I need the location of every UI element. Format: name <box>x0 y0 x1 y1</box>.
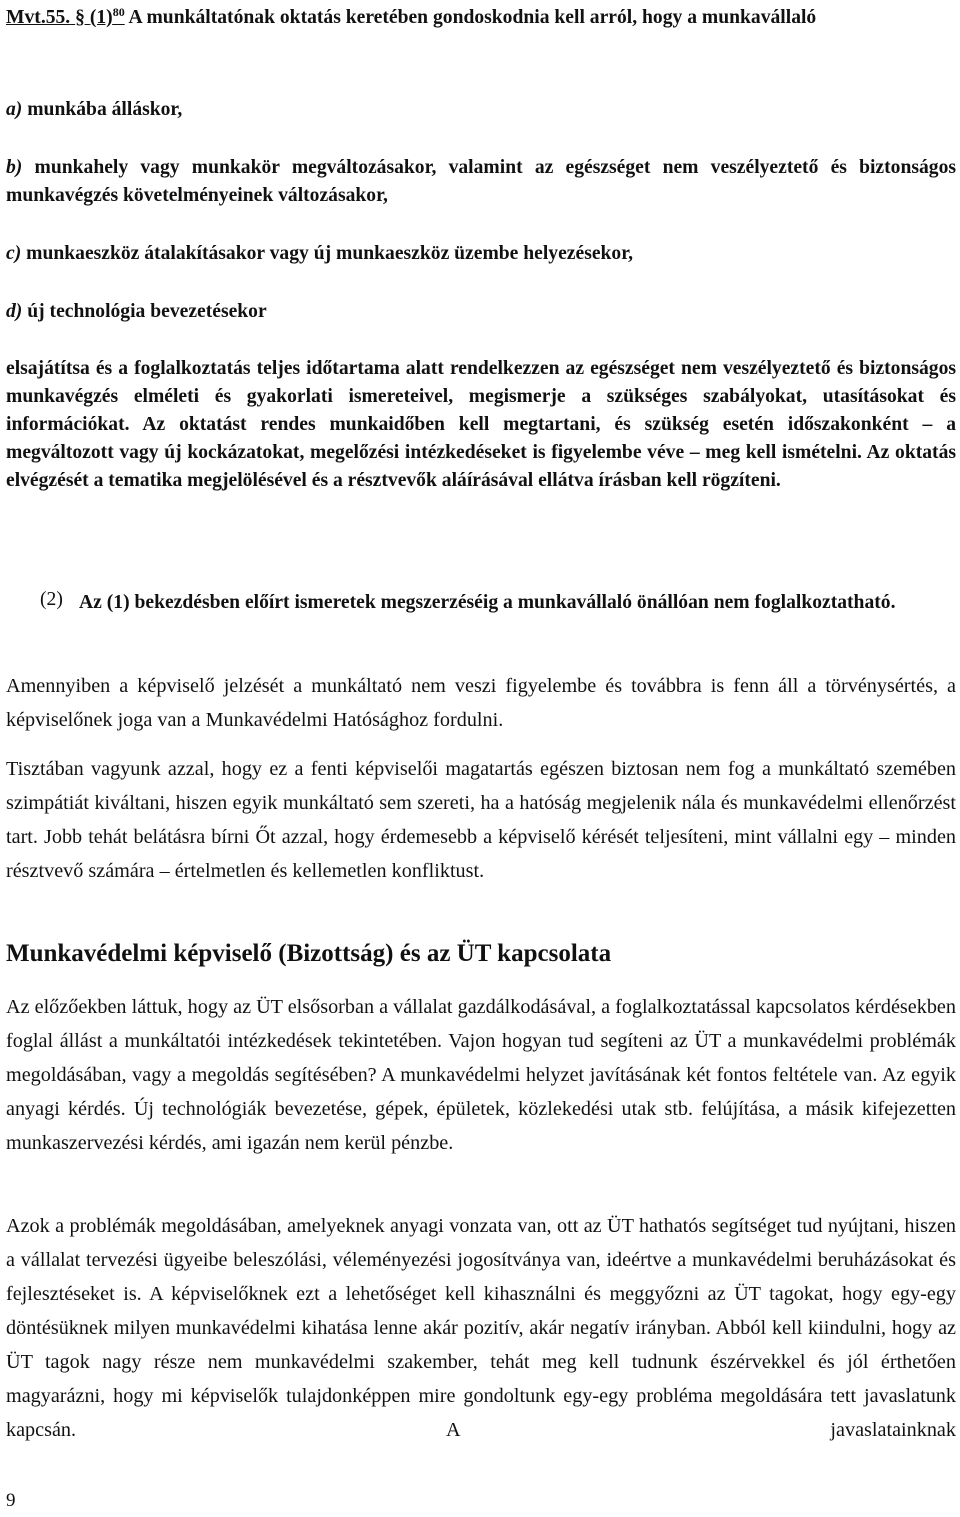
paragraph-3: Az előzőekben láttuk, hogy az ÜT elsősorban a vállalat gazdálkodásával, a foglalkoztatással kapcsolatos kérdésekben foglal állást a munkáltatói intézkedések tekintetében. Vajon hogyan tud segíteni az ÜT a munkavédelmi problémák megoldásában, vagy a megoldás segítésében? A munkavédelmi helyzet javításának két fontos feltétele van. Az egyik anyagi kérdés. Új technológiák bevezetése, gépek, épületek, közlekedési utak stb. felújítása, a másik kifejezetten munkaszervezési kérdés, ami igazán nem kerül pénzbe. <box>6 996 956 1154</box>
paragraph-2: Tisztában vagyunk azzal, hogy ez a fenti képviselői magatartás egészen biztosan nem fog a munkáltató szemében szimpátiát kiváltani, hiszen egyik munkáltató sem szereti, ha a hatóság megjelenik nála és munkavédelmi ellenőrzést tart. Jobb tehát belátásra bírni Őt azzal, hogy érdemesebb a képviselő kérését teljesíteni, mint vállalni egy – minden résztvevő számára – értelmetlen és kellemetlen konfliktust. <box>6 758 956 882</box>
paragraph-4: Azok a problémák megoldásában, amelyeknek anyagi vonzata van, ott az ÜT hathatós segítséget tud nyújtani, hiszen a vállalat tervezési ügyeibe beleszólási, véleményezési jogosítványa van, ideértve a munkavédelmi beruházásokat és fejlesztéseket is. A képviselőknek ezt a lehetőséget kell kihasználni és meggyőzni az ÜT tagokat, hogy egy-egy döntésüknek milyen munkavédelmi kihatása lenne akár pozitív, akár negatív irányban. Abból kell kiindulni, hogy az ÜT tagok nagy része nem munkavédelmi szakember, tehát meg kell tudnunk észérvekkel és jól érthetően magyarázni, hogy mi képviselők tulajdonképpen mire gondoltunk egy-egy probléma megoldására tett javaslatunk kapcsán. A javaslatainknak <box>6 1215 956 1441</box>
item-label: c) <box>6 243 22 264</box>
list-item-a <box>6 96 956 124</box>
page-number: 9 <box>6 1490 16 1511</box>
clause-2-label: (2) <box>40 589 63 610</box>
item-text: új technológia bevezetésekor <box>27 301 267 322</box>
item-text: munkaeszköz átalakításakor vagy új munkaeszköz üzembe helyezésekor, <box>26 243 634 264</box>
item-label: b) <box>6 157 23 178</box>
clause-paragraph: elsajátítsa és a foglalkoztatás teljes időtartama alatt rendelkezzen az egészséget nem veszélyeztető és biztonságos munkavégzés elméleti és gyakorlati ismereteivel, megismerje a szükséges szabályokat, utasításokat és információkat. Az oktatást rendes munkaidőben kell megtartani, és szükség esetén időszakonként – a megváltozott vagy új kockázatokat, megelőzési intézkedéseket is figyelembe véve – meg kell ismételni. Az oktatás elvégzését a tematika megjelölésével és a résztvevők aláírásával ellátva írásban kell rögzíteni. <box>6 358 956 491</box>
footnote-marker[interactable]: 80 <box>112 5 125 19</box>
section-heading: Munkavédelmi képviselő (Bizottság) és az ÜT kapcsolata <box>6 940 612 967</box>
list-item-d <box>6 298 956 326</box>
item-text: munkahely vagy munkakör megváltozásakor, valamint az egészséget nem veszélyeztető és biztonságos munkavégzés követelményeinek változásakor, <box>6 157 956 206</box>
article-link[interactable]: Mvt.55. § $(1)^{80}$ <box>6 5 125 28</box>
paragraph-1: Amennyiben a képviselő jelzését a munkáltató nem veszi figyelembe és továbbra is fenn áll a törvénysértés, a képviselőnek joga van a Munkavédelmi Hatósághoz fordulni. <box>6 675 956 731</box>
list-item-b <box>6 154 956 210</box>
article-header <box>6 4 956 32</box>
item-text: munkába álláskor, <box>27 99 183 120</box>
article-intro: A munkáltatónak oktatás keretében gondoskodnia kell arról, hogy a munkavállaló <box>128 7 817 28</box>
item-label: a) <box>6 99 23 120</box>
item-label: d) <box>6 301 23 322</box>
list-item-c <box>6 240 956 268</box>
clause-2-text: Az (1) bekezdésben előírt ismeretek megszerzéséig a munkavállaló önállóan nem foglalkoztatható. <box>79 592 896 613</box>
